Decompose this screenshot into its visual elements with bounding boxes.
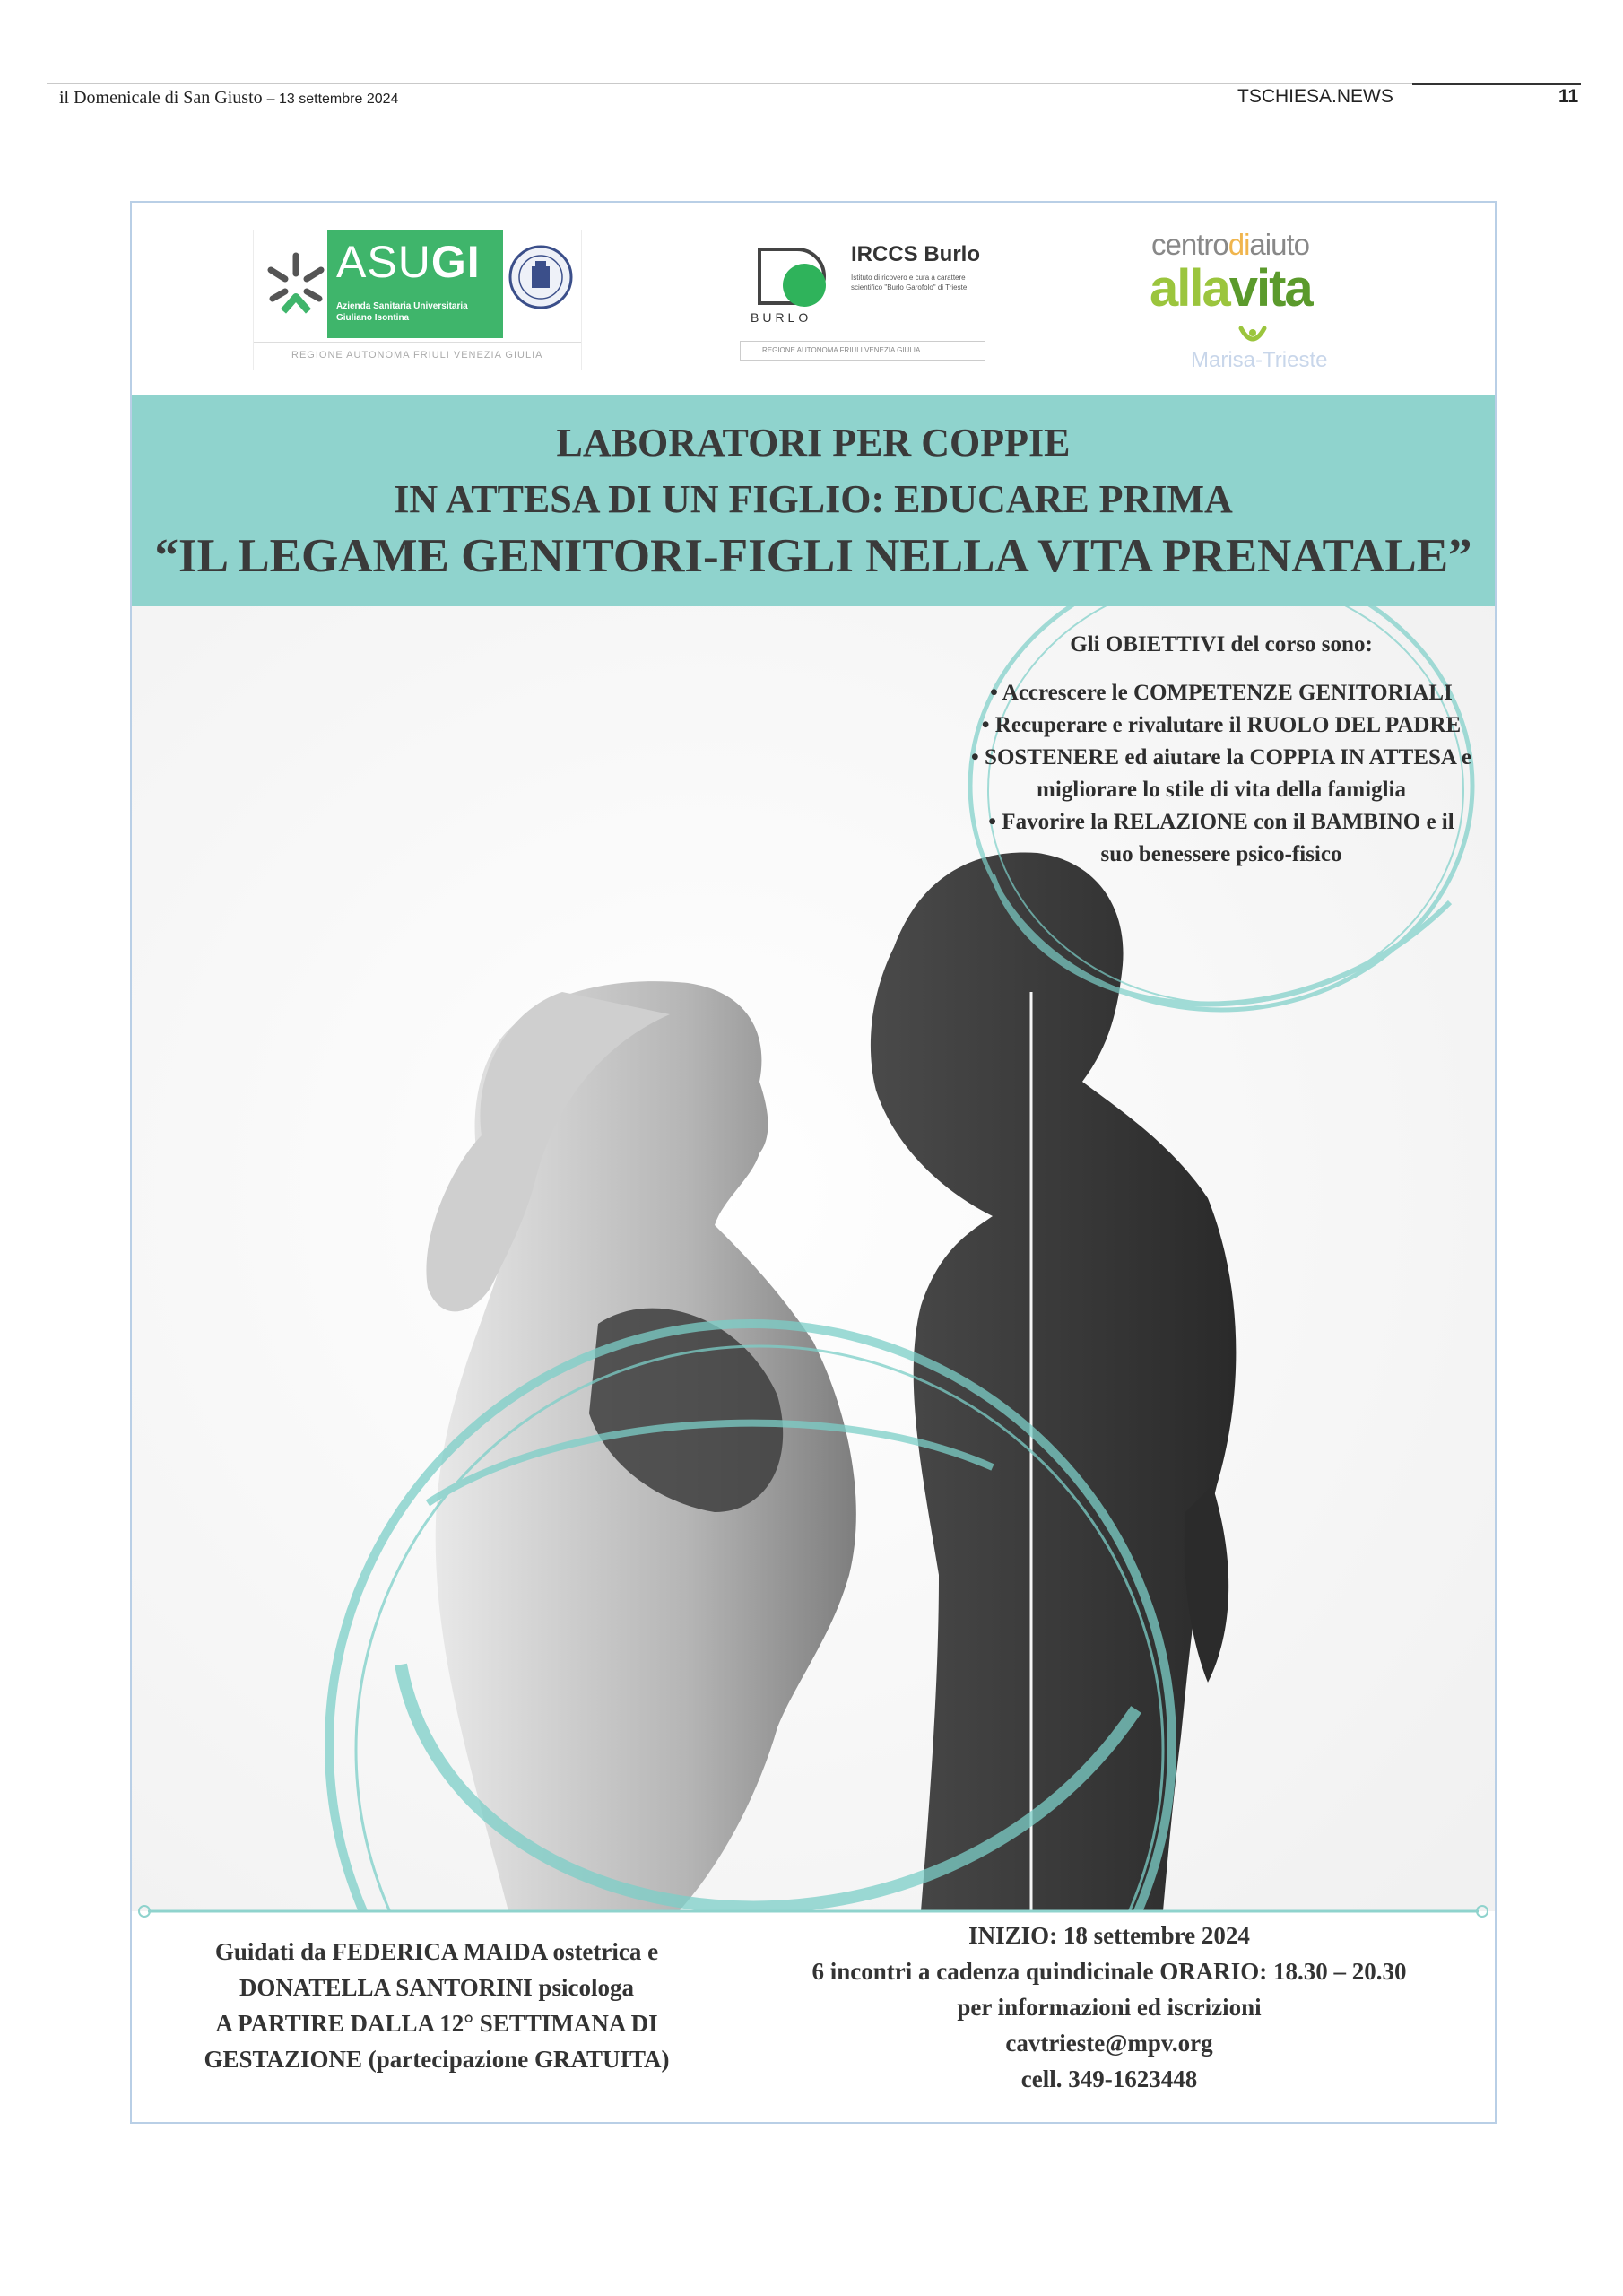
course-schedule-info: [759, 1918, 1459, 2097]
schedule: 6 incontri a cadenza quindicinale ORARIO: 18.30 – 20.30: [812, 1958, 1407, 1985]
title-band: [132, 395, 1495, 606]
publication-name: il Domenicale di San Giusto: [59, 88, 263, 108]
objective-item: • Recuperare e rivalutare il RUOLO DEL PADRE: [981, 713, 1462, 737]
header-separator: –: [266, 91, 275, 107]
cav-main-text: allavita: [1150, 259, 1312, 317]
objective-item: • SOSTENERE ed aiutare la COPPIA IN ATTESA e migliorare lo stile di vita della famiglia: [971, 745, 1471, 802]
burlo-title: IRCCS Burlo: [851, 242, 980, 266]
burlo-logo: [734, 231, 994, 366]
objective-item: • Favorire la RELAZIONE con il BAMBINO e il suo benessere psico-fisico: [988, 810, 1454, 866]
asugi-region-label: REGIONE AUTONOMA FRIULI VENEZIA GIULIA: [254, 342, 581, 368]
event-poster: [130, 201, 1497, 2124]
guides-line-3: A PARTIRE DALLA 12° SETTIMANA DI: [215, 2010, 658, 2037]
start-date: INIZIO: 18 settembre 2024: [968, 1922, 1250, 1949]
cav-city: Marisa-Trieste: [1191, 348, 1328, 372]
title-line-2: IN ATTESA DI UN FIGLIO: EDUCARE PRIMA: [394, 477, 1233, 521]
title-line-1: LABORATORI PER COPPIE: [556, 421, 1071, 465]
guides-line-2: DONATELLA SANTORINI psicologa: [239, 1974, 635, 2001]
objective-item: • Accrescere le COMPETENZE GENITORIALI: [990, 681, 1453, 705]
asugi-star-icon: [258, 247, 334, 322]
course-guides-info: [168, 1934, 706, 2077]
guides-line-1: Guidati da FEDERICA MAIDA ostetrica e: [214, 1938, 659, 1965]
cav-top-text: centrodiaiuto: [1151, 228, 1309, 261]
burlo-subtitle: Istituto di ricovero e cura a carattere scientifico "Burlo Garofolo" di Trieste: [851, 274, 968, 291]
publication-date: 13 settembre 2024: [279, 91, 399, 107]
title-line-3: “IL LEGAME GENITORI-FIGLI NELLA VITA PRENATALE”: [154, 530, 1472, 582]
info-label: per informazioni ed iscrizioni: [957, 1994, 1262, 2021]
objectives-list: [970, 629, 1472, 871]
university-seal-icon: [507, 243, 575, 311]
page-number: 11: [1558, 86, 1579, 107]
site-name: TSCHIESA.NEWS: [1237, 86, 1393, 107]
asugi-logo: [253, 230, 582, 370]
header-divider: [47, 83, 1576, 84]
sprout-icon: [1237, 325, 1268, 348]
publication-title: [59, 88, 398, 109]
asugi-name: ASUGI: [336, 237, 481, 287]
contact-phone[interactable]: cell. 349-1623448: [1020, 2066, 1198, 2092]
asugi-subtitle: Azienda Sanitaria Universitaria Giuliano Isontina: [336, 301, 468, 323]
objectives-heading: Gli OBIETTIVI del corso sono:: [1070, 632, 1373, 657]
contact-email[interactable]: cavtrieste@mpv.org: [1005, 2030, 1213, 2057]
asugi-green-box: [327, 230, 503, 338]
guides-line-4: GESTAZIONE (partecipazione GRATUITA): [204, 2046, 670, 2073]
burlo-region-label: REGIONE AUTONOMA FRIULI VENEZIA GIULIA: [740, 341, 985, 361]
burlo-wordmark: BURLO: [751, 310, 812, 325]
header-page-rule: [1412, 83, 1581, 85]
cav-logo: [1141, 222, 1374, 375]
